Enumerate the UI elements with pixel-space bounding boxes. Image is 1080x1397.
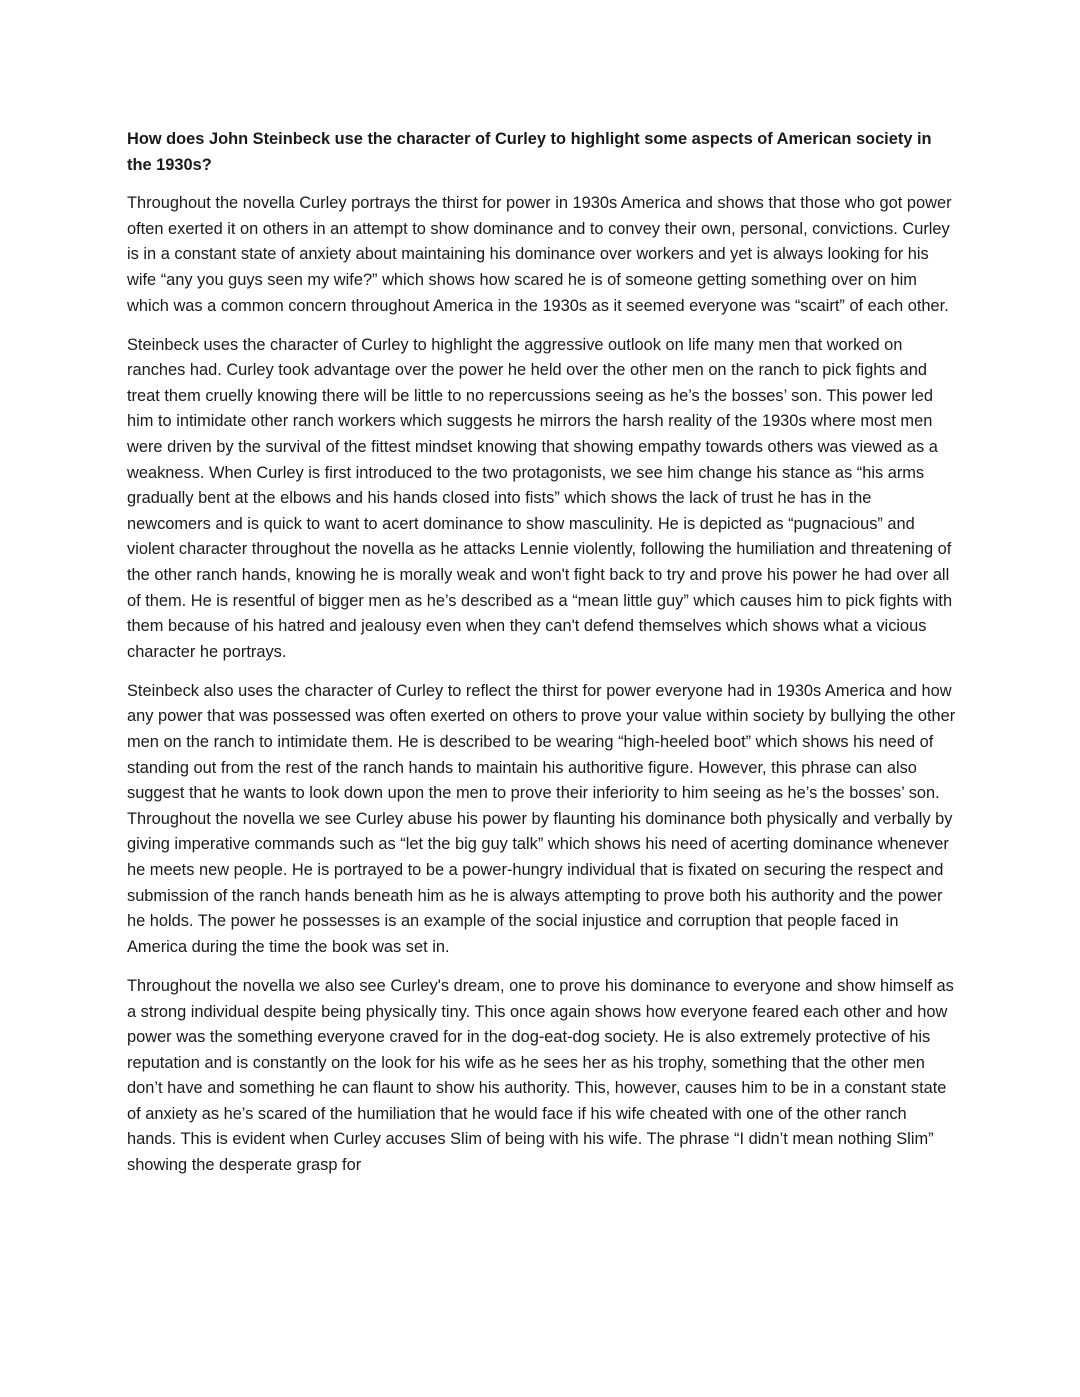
paragraph-4: Throughout the novella we also see Curley's dream, one to prove his dominance to everyone and show himself as a strong individual despite being physically tiny. This once again shows how everyone feared each other and how power was the something everyone craved for in the dog-eat-dog society. He is also extremely protective of his reputation and is constantly on the look for his wife as he sees her as his trophy, something that the other men don’t have and something he can flaunt to show his authority. This, however, causes him to be in a constant state of anxiety as he’s scared of the humiliation that he would face if his wife cheated with one of the other ranch hands. This is evident when Curley accuses Slim of being with his wife. The phrase “I didn’t mean nothing Slim” showing the desperate grasp for	[127, 976, 954, 1175]
document-body	[127, 127, 957, 1192]
essay-title: How does John Steinbeck use the character of Curley to highlight some aspects of American society in the 1930s?	[127, 130, 932, 174]
paragraph-1: Throughout the novella Curley portrays the thirst for power in 1930s America and shows that those who got power often exerted it on others in an attempt to show dominance and to convey their own, personal, convictions. Curley is in a constant state of anxiety about maintaining his dominance over workers and yet is always looking for his wife “any you guys seen my wife?” which shows how scared he is of someone getting something over on him which was a common concern throughout America in the 1930s as it seemed everyone was “scairt” of each other.	[127, 194, 952, 315]
paragraph-2: Steinbeck uses the character of Curley to highlight the aggressive outlook on life many men that worked on ranches had. Curley took advantage over the power he held over the other men on the ranch to pick fights and treat them cruelly knowing there will be little to no repercussions seeing as he’s the bosses’ son. This power led him to intimidate other ranch workers which suggests he mirrors the harsh reality of the 1930s where most men were driven by the survival of the fittest mindset knowing that showing empathy towards others was viewed as a weakness. When Curley is first introduced to the two protagonists, we see him change his stance as “his arms gradually bent at the elbows and his hands closed into fists” which shows the lack of trust he has in the newcomers and is quick to want to acert dominance to show masculinity. He is depicted as “pugnacious” and violent character throughout the novella as he attacks Lennie violently, following the humiliation and threatening of the other ranch hands, knowing he is morally weak and won't fight back to try and prove his power he had over all of them. He is resentful of bigger men as he’s described as a “mean little guy” which causes him to pick fights with them because of his hatred and jealousy even when they can't defend themselves which shows what a vicious character he portrays.	[127, 335, 953, 661]
paragraph-3: Steinbeck also uses the character of Curley to reflect the thirst for power everyone had in 1930s America and how any power that was possessed was often exerted on others to prove your value within society by bullying the other men on the ranch to intimidate them. He is described to be wearing “high-heeled boot” which shows his need of standing out from the rest of the ranch hands to maintain his authoritive figure. However, this phrase can also suggest that he wants to look down upon the men to prove their inferiority to him seeing as he’s the bosses’ son. Throughout the novella we see Curley abuse his power by flaunting his dominance both physically and verbally by giving imperative commands such as “let the big guy talk” which shows his need of acerting dominance whenever he meets new people. He is portrayed to be a power-hungry individual that is fixated on securing the respect and submission of the ranch hands beneath him as he is always attempting to prove both his authority and the power he holds. The power he possesses is an example of the social injustice and corruption that people faced in America during the time the book was set in.	[127, 681, 956, 956]
